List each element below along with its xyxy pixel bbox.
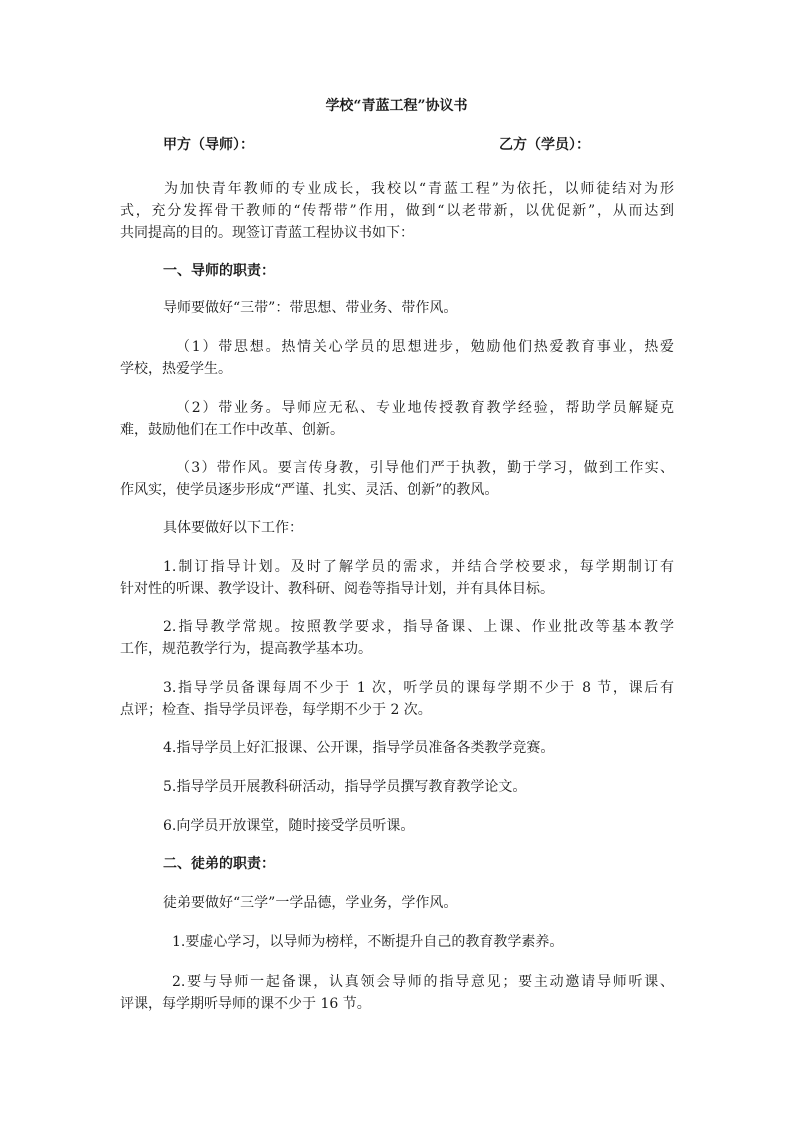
apprentice-item-2-line-1: 2.要与导师一起备课，认真领会导师的指导意见；要主动邀请导师听课、 bbox=[172, 974, 674, 990]
work-3-line-2: 点评；检查、指导学员评卷，每学期不少于 2 次。 bbox=[120, 702, 432, 718]
apprentice-item-2-line-2: 评课，每学期听导师的课不少于 16 节。 bbox=[120, 996, 371, 1012]
work-1-line-2: 针对性的听课、教学设计、教科研、阅卷等指导计划，并有具体目标。 bbox=[120, 581, 554, 597]
mentor-item-1-line-2: 学校，热爱学生。 bbox=[120, 361, 232, 377]
work-4: 4.指导学员上好汇报课、公开课，指导学员准备各类教学竞赛。 bbox=[163, 740, 555, 756]
mentor-item-2-line-2: 难，鼓励他们在工作中改革、创新。 bbox=[120, 422, 344, 438]
work-3-line-1: 3.指导学员备课每周不少于 1 次，听学员的课每学期不少于 8 节，课后有 bbox=[163, 680, 674, 696]
party-b-label: 乙方（学员）： bbox=[499, 137, 590, 153]
mentor-item-3-line-1: （3）带作风。要言传身教，引导他们严于执教，勤于学习，做到工作实、 bbox=[176, 460, 674, 476]
apprentice-item-1: 1.要虚心学习，以导师为榜样，不断提升自己的教育教学素养。 bbox=[172, 934, 564, 950]
work-5: 5.指导学员开展教科研活动，指导学员撰写教育教学论文。 bbox=[163, 779, 527, 795]
mentor-item-2-line-1: （2）带业务。导师应无私、专业地传授教育教学经验，帮助学员解疑克 bbox=[176, 400, 674, 416]
mentor-item-1-line-1: （1）带思想。热情关心学员的思想进步，勉励他们热爱教育事业，热爱 bbox=[176, 339, 674, 355]
section-2-heading: 二、徒弟的职责： bbox=[163, 856, 275, 872]
party-a-label: 甲方（导师）： bbox=[163, 137, 254, 153]
work-intro: 具体要做好以下工作： bbox=[163, 520, 303, 536]
document-title: 学校“青蓝工程”协议书 bbox=[325, 98, 468, 114]
work-1-line-1: 1.制订指导计划。及时了解学员的需求，并结合学校要求，每学期制订有 bbox=[163, 559, 674, 575]
work-2-line-2: 工作，规范教学行为，提高教学基本功。 bbox=[120, 641, 372, 657]
work-6: 6.向学员开放课堂，随时接受学员听课。 bbox=[163, 818, 415, 834]
intro-line-3: 共同提高的目的。现签订青蓝工程协议书如下： bbox=[120, 225, 414, 241]
intro-line-2: 式，充分发挥骨干教师的“传帮带”作用，做到“以老带新，以优促新”，从而达到 bbox=[120, 203, 674, 219]
apprentice-summary: 徒弟要做好“三学”一学品德，学业务，学作风。 bbox=[163, 895, 458, 911]
work-2-line-1: 2.指导教学常规。按照教学要求，指导备课、上课、作业批改等基本教学 bbox=[163, 619, 674, 635]
mentor-item-3-line-2: 作风实，使学员逐步形成“严谨、扎实、灵活、创新”的教风。 bbox=[120, 482, 499, 498]
intro-line-1: 为加快青年教师的专业成长，我校以“青蓝工程”为依托，以师徒结对为形 bbox=[164, 181, 674, 197]
section-1-heading: 一、导师的职责： bbox=[163, 263, 275, 279]
mentor-summary: 导师要做好“三带”：带思想、带业务、带作风。 bbox=[163, 300, 458, 316]
